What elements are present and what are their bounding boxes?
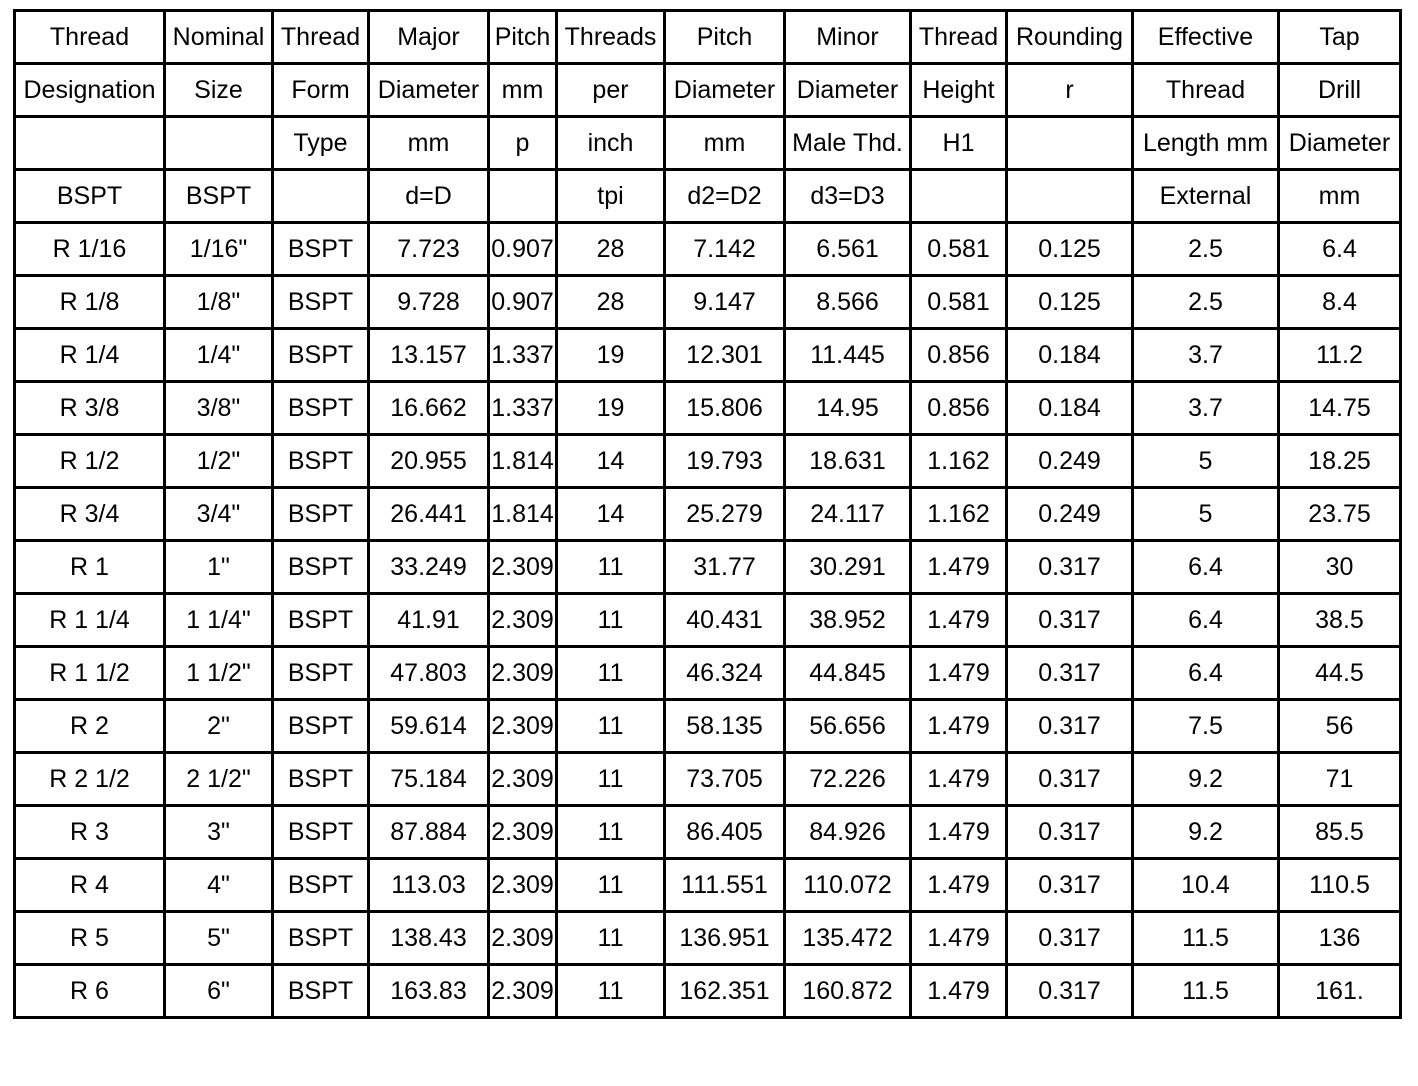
header-cell: per — [557, 64, 665, 117]
table-cell: 0.317 — [1007, 647, 1133, 700]
header-cell: BSPT — [15, 170, 165, 223]
table-cell: 18.631 — [785, 435, 911, 488]
header-cell: Type — [273, 117, 369, 170]
table-body — [15, 223, 1401, 1018]
table-cell: 13.157 — [369, 329, 489, 382]
header-cell: Thread — [911, 11, 1007, 64]
header-cell: Height — [911, 64, 1007, 117]
table-cell: 20.955 — [369, 435, 489, 488]
table-cell: 1.162 — [911, 435, 1007, 488]
table-cell: 0.317 — [1007, 594, 1133, 647]
table-cell: 46.324 — [665, 647, 785, 700]
table-cell: 14.95 — [785, 382, 911, 435]
header-cell: Minor — [785, 11, 911, 64]
table-cell: 84.926 — [785, 806, 911, 859]
table-cell: 1/2" — [165, 435, 273, 488]
table-row — [15, 382, 1401, 435]
table-cell: 72.226 — [785, 753, 911, 806]
table-cell: BSPT — [273, 859, 369, 912]
table-cell: 0.125 — [1007, 276, 1133, 329]
table-cell: BSPT — [273, 276, 369, 329]
table-cell: 11.5 — [1133, 912, 1279, 965]
table-cell: 160.872 — [785, 965, 911, 1018]
table-cell: 33.249 — [369, 541, 489, 594]
table-row — [15, 594, 1401, 647]
table-cell: 30.291 — [785, 541, 911, 594]
header-cell: d2=D2 — [665, 170, 785, 223]
table-cell: 2.309 — [489, 647, 557, 700]
table-cell: 0.317 — [1007, 700, 1133, 753]
table-cell: BSPT — [273, 965, 369, 1018]
table-cell: 59.614 — [369, 700, 489, 753]
table-cell: 44.845 — [785, 647, 911, 700]
header-row — [15, 11, 1401, 64]
table-cell: 0.184 — [1007, 329, 1133, 382]
header-cell: Length mm — [1133, 117, 1279, 170]
table-cell: 56.656 — [785, 700, 911, 753]
table-cell: 38.952 — [785, 594, 911, 647]
table-cell: 47.803 — [369, 647, 489, 700]
header-cell: r — [1007, 64, 1133, 117]
table-cell: R 1 — [15, 541, 165, 594]
table-cell: 14 — [557, 435, 665, 488]
table-cell: 14 — [557, 488, 665, 541]
table-cell: 75.184 — [369, 753, 489, 806]
table-cell: 2.309 — [489, 965, 557, 1018]
table-cell: 9.728 — [369, 276, 489, 329]
header-cell: Diameter — [369, 64, 489, 117]
header-cell — [15, 117, 165, 170]
header-cell: d3=D3 — [785, 170, 911, 223]
table-cell: 2.5 — [1133, 223, 1279, 276]
header-cell: inch — [557, 117, 665, 170]
table-cell: 2.309 — [489, 541, 557, 594]
table-cell: 15.806 — [665, 382, 785, 435]
table-cell: 1.814 — [489, 488, 557, 541]
table-row — [15, 435, 1401, 488]
table-cell: 5" — [165, 912, 273, 965]
table-cell: 138.43 — [369, 912, 489, 965]
header-cell: Rounding — [1007, 11, 1133, 64]
table-cell: BSPT — [273, 329, 369, 382]
table-row — [15, 541, 1401, 594]
table-cell: 41.91 — [369, 594, 489, 647]
table-cell: R 1/8 — [15, 276, 165, 329]
table-cell: 136.951 — [665, 912, 785, 965]
table-cell: 2.309 — [489, 753, 557, 806]
table-row — [15, 700, 1401, 753]
table-cell: BSPT — [273, 435, 369, 488]
header-cell — [489, 170, 557, 223]
table-cell: 11 — [557, 753, 665, 806]
table-cell: 1.162 — [911, 488, 1007, 541]
table-cell: 19 — [557, 382, 665, 435]
header-cell — [911, 170, 1007, 223]
table-cell: 162.351 — [665, 965, 785, 1018]
table-cell: 1.337 — [489, 382, 557, 435]
table-cell: 1.479 — [911, 912, 1007, 965]
table-cell: 12.301 — [665, 329, 785, 382]
table-cell: 40.431 — [665, 594, 785, 647]
table-cell: 3.7 — [1133, 382, 1279, 435]
table-cell: 9.147 — [665, 276, 785, 329]
table-cell: 1.479 — [911, 806, 1007, 859]
table-cell: 0.317 — [1007, 541, 1133, 594]
table-cell: 1.814 — [489, 435, 557, 488]
header-cell: mm — [665, 117, 785, 170]
table-row — [15, 647, 1401, 700]
header-cell — [165, 117, 273, 170]
table-cell: 2 1/2" — [165, 753, 273, 806]
table-cell: 26.441 — [369, 488, 489, 541]
table-cell: 24.117 — [785, 488, 911, 541]
table-cell: BSPT — [273, 912, 369, 965]
table-cell: 18.25 — [1279, 435, 1401, 488]
header-cell: Effective — [1133, 11, 1279, 64]
table-cell: 1/16" — [165, 223, 273, 276]
table-row — [15, 965, 1401, 1018]
table-cell: 2.309 — [489, 859, 557, 912]
table-cell: 11.445 — [785, 329, 911, 382]
table-cell: 11 — [557, 647, 665, 700]
table-cell: 28 — [557, 276, 665, 329]
header-cell: Diameter — [665, 64, 785, 117]
table-cell: 11.5 — [1133, 965, 1279, 1018]
table-cell: 11.2 — [1279, 329, 1401, 382]
table-cell: 28 — [557, 223, 665, 276]
table-cell: 0.317 — [1007, 859, 1133, 912]
header-row — [15, 117, 1401, 170]
header-cell: External — [1133, 170, 1279, 223]
table-cell: 6.4 — [1279, 223, 1401, 276]
table-cell: 6.4 — [1133, 647, 1279, 700]
table-cell: 0.581 — [911, 223, 1007, 276]
table-cell: 1" — [165, 541, 273, 594]
table-cell: 0.317 — [1007, 753, 1133, 806]
table-cell: 111.551 — [665, 859, 785, 912]
table-cell: 163.83 — [369, 965, 489, 1018]
header-cell: Pitch — [489, 11, 557, 64]
table-cell: 1.479 — [911, 541, 1007, 594]
header-cell: Diameter — [1279, 117, 1401, 170]
header-cell: Nominal — [165, 11, 273, 64]
table-cell: R 3 — [15, 806, 165, 859]
header-cell: H1 — [911, 117, 1007, 170]
header-cell: mm — [369, 117, 489, 170]
table-cell: 11 — [557, 965, 665, 1018]
table-cell: 6.4 — [1133, 594, 1279, 647]
table-cell: 30 — [1279, 541, 1401, 594]
table-cell: 3" — [165, 806, 273, 859]
table-cell: R 2 — [15, 700, 165, 753]
table-cell: 2.309 — [489, 594, 557, 647]
header-cell: d=D — [369, 170, 489, 223]
table-cell: R 4 — [15, 859, 165, 912]
table-cell: 6.4 — [1133, 541, 1279, 594]
header-row — [15, 64, 1401, 117]
table-cell: 7.5 — [1133, 700, 1279, 753]
table-cell: R 3/4 — [15, 488, 165, 541]
table-cell: 0.249 — [1007, 488, 1133, 541]
table-row — [15, 276, 1401, 329]
table-cell: 1/4" — [165, 329, 273, 382]
header-cell: Threads — [557, 11, 665, 64]
table-cell: 1 1/2" — [165, 647, 273, 700]
table-cell: BSPT — [273, 753, 369, 806]
table-cell: 5 — [1133, 488, 1279, 541]
header-cell — [1007, 117, 1133, 170]
header-row — [15, 170, 1401, 223]
table-cell: 0.907 — [489, 223, 557, 276]
table-cell: R 1/16 — [15, 223, 165, 276]
table-cell: 86.405 — [665, 806, 785, 859]
table-cell: BSPT — [273, 594, 369, 647]
table-cell: R 1/4 — [15, 329, 165, 382]
bspt-thread-table — [13, 9, 1402, 1019]
table-cell: 1.479 — [911, 859, 1007, 912]
header-cell: Male Thd. — [785, 117, 911, 170]
table-cell: 2.309 — [489, 912, 557, 965]
table-cell: 58.135 — [665, 700, 785, 753]
table-cell: 0.581 — [911, 276, 1007, 329]
header-cell: Tap — [1279, 11, 1401, 64]
table-cell: R 2 1/2 — [15, 753, 165, 806]
table-cell: 1.479 — [911, 753, 1007, 806]
header-cell — [273, 170, 369, 223]
table-cell: 25.279 — [665, 488, 785, 541]
table-cell: 2.5 — [1133, 276, 1279, 329]
table-cell: 0.856 — [911, 382, 1007, 435]
header-cell: Drill — [1279, 64, 1401, 117]
table-cell: BSPT — [273, 382, 369, 435]
table-cell: 4" — [165, 859, 273, 912]
table-cell: 0.317 — [1007, 965, 1133, 1018]
header-cell: mm — [1279, 170, 1401, 223]
table-cell: 161. — [1279, 965, 1401, 1018]
table-row — [15, 329, 1401, 382]
header-cell: Thread — [273, 11, 369, 64]
header-cell: Thread — [1133, 64, 1279, 117]
table-container — [13, 9, 1402, 1019]
table-cell: 6.561 — [785, 223, 911, 276]
table-cell: 0.184 — [1007, 382, 1133, 435]
table-cell: 16.662 — [369, 382, 489, 435]
table-cell: 14.75 — [1279, 382, 1401, 435]
table-cell: 11 — [557, 912, 665, 965]
header-cell: mm — [489, 64, 557, 117]
table-cell: 85.5 — [1279, 806, 1401, 859]
header-cell: Form — [273, 64, 369, 117]
table-row — [15, 488, 1401, 541]
table-cell: 31.77 — [665, 541, 785, 594]
table-cell: 1.479 — [911, 965, 1007, 1018]
table-cell: BSPT — [273, 647, 369, 700]
header-cell: Designation — [15, 64, 165, 117]
table-cell: 0.125 — [1007, 223, 1133, 276]
table-cell: R 1/2 — [15, 435, 165, 488]
table-cell: 73.705 — [665, 753, 785, 806]
table-cell: 10.4 — [1133, 859, 1279, 912]
table-cell: 110.5 — [1279, 859, 1401, 912]
table-cell: BSPT — [273, 806, 369, 859]
table-cell: BSPT — [273, 541, 369, 594]
header-cell: p — [489, 117, 557, 170]
table-cell: 0.249 — [1007, 435, 1133, 488]
header-cell: Size — [165, 64, 273, 117]
header-cell: Thread — [15, 11, 165, 64]
table-cell: 11 — [557, 806, 665, 859]
header-cell — [1007, 170, 1133, 223]
table-cell: 136 — [1279, 912, 1401, 965]
table-row — [15, 223, 1401, 276]
header-cell: tpi — [557, 170, 665, 223]
table-row — [15, 912, 1401, 965]
table-cell: 23.75 — [1279, 488, 1401, 541]
table-cell: 1.337 — [489, 329, 557, 382]
table-cell: 87.884 — [369, 806, 489, 859]
header-cell: BSPT — [165, 170, 273, 223]
table-cell: 0.907 — [489, 276, 557, 329]
table-cell: 11 — [557, 541, 665, 594]
table-cell: 3.7 — [1133, 329, 1279, 382]
table-cell: BSPT — [273, 700, 369, 753]
table-cell: 2" — [165, 700, 273, 753]
table-cell: BSPT — [273, 488, 369, 541]
table-row — [15, 859, 1401, 912]
table-cell: 11 — [557, 594, 665, 647]
table-cell: 56 — [1279, 700, 1401, 753]
table-cell: 11 — [557, 700, 665, 753]
table-row — [15, 753, 1401, 806]
table-cell: 19 — [557, 329, 665, 382]
table-cell: 3/8" — [165, 382, 273, 435]
table-cell: 0.856 — [911, 329, 1007, 382]
table-cell: 71 — [1279, 753, 1401, 806]
table-cell: 8.4 — [1279, 276, 1401, 329]
table-cell: R 5 — [15, 912, 165, 965]
table-cell: 1/8" — [165, 276, 273, 329]
table-cell: 7.723 — [369, 223, 489, 276]
table-header — [15, 11, 1401, 223]
table-cell: 135.472 — [785, 912, 911, 965]
table-cell: 113.03 — [369, 859, 489, 912]
table-cell: 3/4" — [165, 488, 273, 541]
header-cell: Pitch — [665, 11, 785, 64]
table-cell: 0.317 — [1007, 806, 1133, 859]
table-cell: 9.2 — [1133, 753, 1279, 806]
table-cell: 11 — [557, 859, 665, 912]
table-cell: 44.5 — [1279, 647, 1401, 700]
table-cell: R 1 1/2 — [15, 647, 165, 700]
table-cell: 7.142 — [665, 223, 785, 276]
table-cell: 1.479 — [911, 700, 1007, 753]
table-cell: 2.309 — [489, 700, 557, 753]
table-cell: R 1 1/4 — [15, 594, 165, 647]
table-cell: 110.072 — [785, 859, 911, 912]
table-row — [15, 806, 1401, 859]
table-cell: 5 — [1133, 435, 1279, 488]
table-cell: 8.566 — [785, 276, 911, 329]
table-cell: 0.317 — [1007, 912, 1133, 965]
table-cell: 1.479 — [911, 594, 1007, 647]
header-cell: Major — [369, 11, 489, 64]
header-cell: Diameter — [785, 64, 911, 117]
table-cell: 6" — [165, 965, 273, 1018]
table-cell: BSPT — [273, 223, 369, 276]
table-cell: R 3/8 — [15, 382, 165, 435]
table-cell: R 6 — [15, 965, 165, 1018]
table-cell: 19.793 — [665, 435, 785, 488]
table-cell: 2.309 — [489, 806, 557, 859]
table-cell: 9.2 — [1133, 806, 1279, 859]
table-cell: 1.479 — [911, 647, 1007, 700]
table-cell: 38.5 — [1279, 594, 1401, 647]
table-cell: 1 1/4" — [165, 594, 273, 647]
